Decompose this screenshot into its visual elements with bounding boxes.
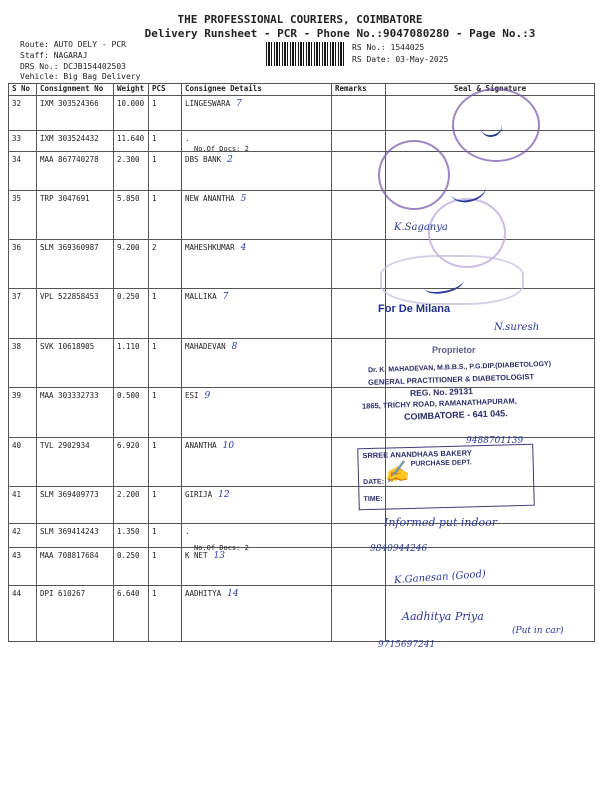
handwritten-serial-mark: 5: [240, 194, 247, 204]
cell-weight-text: 6.640: [117, 589, 140, 598]
cell-consignment: [37, 524, 114, 548]
round-seal-stamp: [378, 140, 450, 210]
cell-consignment: [37, 339, 114, 388]
cell-sno-text: 32: [12, 99, 22, 108]
col-pcs: PCS: [149, 84, 182, 96]
cell-weight: [114, 96, 149, 131]
table-row: [9, 191, 595, 240]
doctor-stamp-line: COIMBATORE - 641 045.: [403, 408, 508, 422]
cell-weight: [114, 586, 149, 642]
cell-weight: [114, 152, 149, 191]
cell-consignment-text: SVK 10618905: [40, 342, 95, 351]
cell-pcs: [149, 131, 182, 152]
cell-remarks: [332, 131, 386, 152]
cell-sno: [9, 487, 37, 524]
cell-remarks: [332, 96, 386, 131]
handwritten-phone-39: 9488701139: [466, 436, 524, 446]
drs-label: DRS No.: DCJB154402503: [20, 62, 126, 71]
handwritten-serial-mark: 7: [236, 99, 242, 109]
handwritten-serial-mark: 8: [231, 342, 238, 352]
cell-consignee-text: .: [185, 527, 190, 536]
cell-consignment-text: DPI 610267: [40, 589, 86, 598]
cell-consignment-text: SLM 369360987: [40, 243, 99, 252]
col-consignee: Consignee Details: [182, 84, 332, 96]
cell-pcs-text: 1: [152, 134, 157, 143]
cell-consignee-text: MAHESHKUMAR: [185, 243, 235, 252]
cell-sno: [9, 339, 37, 388]
cell-pcs: [149, 289, 182, 339]
cell-consignment-text: SLM 369414243: [40, 527, 99, 536]
cell-consignee: [182, 240, 332, 289]
cell-weight: [114, 191, 149, 240]
handwritten-serial-mark: 4: [240, 243, 247, 253]
cell-consignee-text: GIRIJA: [185, 490, 213, 499]
cell-weight: [114, 438, 149, 487]
cell-pcs-text: 1: [152, 292, 157, 301]
rs-date: RS Date: 03-May-2025: [352, 55, 449, 64]
cell-sno: [9, 96, 37, 131]
cell-consignee-text: ANANTHA: [185, 441, 217, 450]
cell-pcs: [149, 152, 182, 191]
cell-consignment-text: IXM 303524432: [40, 134, 99, 143]
cell-remarks: [332, 388, 386, 438]
rs-number: RS No.: 1544025: [352, 43, 425, 52]
handwritten-signature-35: K.Saganya: [394, 222, 448, 233]
cell-pcs-text: 1: [152, 342, 157, 351]
cell-consignee-text: DBS BANK: [185, 155, 222, 164]
cell-pcs-text: 1: [152, 99, 157, 108]
cell-consignee-text: AADHITYA: [185, 589, 222, 598]
staff-label: Staff: NAGARAJ: [20, 51, 88, 60]
handwritten-serial-mark: 12: [218, 490, 230, 500]
cell-consignee: [182, 152, 332, 191]
cell-consignee: [182, 339, 332, 388]
handwritten-phone-44: 9715697241: [378, 640, 436, 650]
handwritten-serial-mark: 7: [222, 292, 229, 302]
cell-consignment: [37, 586, 114, 642]
cell-consignment: [37, 96, 114, 131]
cell-pcs-text: 1: [152, 527, 157, 536]
doctor-stamp-line: REG. No. 29131: [409, 385, 473, 399]
cell-consignment-text: MAA 867740278: [40, 155, 99, 164]
cell-pcs-text: 1: [152, 490, 157, 499]
cell-sno: [9, 388, 37, 438]
cell-pcs: [149, 240, 182, 289]
cell-consignee: [182, 487, 332, 524]
handwritten-signature-44: Aadhitya Priya: [402, 610, 484, 623]
cell-sno-text: 33: [12, 134, 22, 143]
cell-weight: [114, 339, 149, 388]
cell-pcs: [149, 388, 182, 438]
bakery-stamp-time: TIME:: [363, 495, 383, 504]
cell-pcs: [149, 487, 182, 524]
cell-pcs-text: 1: [152, 155, 157, 164]
cell-sno-text: 42: [12, 527, 22, 536]
cell-weight: [114, 240, 149, 289]
docs-count-42: No.Of Docs: 2: [194, 544, 249, 552]
cell-sno: [9, 131, 37, 152]
cell-consignment-text: VPL 522858453: [40, 292, 99, 301]
cell-weight: [114, 131, 149, 152]
cell-consignment-text: TRP 3047691: [40, 194, 90, 203]
cell-consignee: [182, 548, 332, 586]
cell-weight-text: 9.200: [117, 243, 140, 252]
cell-consignee-text: LINGESWARA: [185, 99, 231, 108]
cell-consignee-text: MAHADEVAN: [185, 342, 226, 351]
cell-consignment: [37, 191, 114, 240]
cell-consignee: [182, 388, 332, 438]
cell-weight: [114, 524, 149, 548]
cell-pcs: [149, 191, 182, 240]
doctor-stamp-line: Dr. K. MAHADEVAN, M.B.B.S., P.G.DIP.(DIABETOLOGY): [367, 360, 552, 375]
cell-sno: [9, 438, 37, 487]
cell-weight-text: 0.500: [117, 391, 140, 400]
cell-consignee: [182, 191, 332, 240]
handwritten-signature-40: ✍: [382, 458, 411, 486]
cell-consignment: [37, 388, 114, 438]
table-row: [9, 524, 595, 548]
cell-sno-text: 35: [12, 194, 22, 203]
cell-sno-text: 40: [12, 441, 22, 450]
cell-consignment: [37, 487, 114, 524]
cell-weight-text: 10.000: [117, 99, 145, 108]
cell-consignee: [182, 438, 332, 487]
table-row: [9, 586, 595, 642]
cell-weight: [114, 548, 149, 586]
cell-weight-text: 0.250: [117, 292, 140, 301]
cell-weight-text: 1.110: [117, 342, 140, 351]
cell-pcs-text: 1: [152, 589, 157, 598]
cell-pcs-text: 1: [152, 391, 157, 400]
cell-weight-text: 11.640: [117, 134, 145, 143]
cell-sno-text: 44: [12, 589, 22, 598]
cell-consignee: [182, 289, 332, 339]
milana-stamp: For De Milana: [378, 303, 451, 315]
col-weight: Weight: [114, 84, 149, 96]
cell-weight-text: 5.850: [117, 194, 140, 203]
col-sno: S No: [9, 84, 37, 96]
cell-consignment-text: TVL 2902934: [40, 441, 90, 450]
docs-count-33: No.Of Docs: 2: [194, 145, 249, 153]
cell-sno-text: 36: [12, 243, 22, 252]
cell-consignee-text: MALLIKA: [185, 292, 217, 301]
cell-consignment: [37, 152, 114, 191]
cell-remarks: [332, 586, 386, 642]
cell-remarks: [332, 240, 386, 289]
cell-consignee-text: NEW ANANTHA: [185, 194, 235, 203]
cell-weight-text: 0.250: [117, 551, 140, 560]
cell-pcs: [149, 586, 182, 642]
doctor-stamp-line: GENERAL PRACTITIONER & DIABETOLOGIST: [367, 372, 535, 387]
bakery-stamp-dept: PURCHASE DEPT.: [410, 459, 472, 468]
cell-consignment-text: IXM 303524366: [40, 99, 99, 108]
handwritten-note-44: (Put in car): [512, 626, 564, 636]
col-consignment: Consignment No: [37, 84, 114, 96]
company-title: THE PROFESSIONAL COURIERS, COIMBATORE: [177, 13, 423, 26]
cell-consignment: [37, 548, 114, 586]
cell-sno: [9, 289, 37, 339]
cell-pcs-text: 1: [152, 441, 157, 450]
handwritten-serial-mark: 2: [227, 155, 233, 165]
cell-sno: [9, 240, 37, 289]
cell-consignee-text: .: [185, 134, 190, 143]
cell-weight: [114, 388, 149, 438]
handwritten-signature-43: K.Ganesan (Good): [393, 568, 487, 587]
vehicle-label: Vehicle: Big Bag Delivery: [20, 72, 141, 81]
cell-consignee-text: ESI: [185, 391, 199, 400]
cell-sno: [9, 524, 37, 548]
cell-weight: [114, 289, 149, 339]
cell-consignment: [37, 131, 114, 152]
cell-weight-text: 2.200: [117, 490, 140, 499]
runsheet-subtitle: Delivery Runsheet - PCR - Phone No.:9047080280 - Page No.:3: [144, 27, 536, 40]
cell-remarks: [332, 191, 386, 240]
cell-consignment-text: MAA 708817684: [40, 551, 99, 560]
cell-consignment-text: SLM 369409773: [40, 490, 99, 499]
cell-weight-text: 2.300: [117, 155, 140, 164]
cell-sno: [9, 548, 37, 586]
cell-sno: [9, 586, 37, 642]
cell-consignment: [37, 240, 114, 289]
cell-weight-text: 6.920: [117, 441, 140, 450]
cell-consignee: [182, 96, 332, 131]
cell-sno-text: 43: [12, 551, 22, 560]
cell-sno: [9, 191, 37, 240]
cell-sno-text: 41: [12, 490, 22, 499]
table-row: [9, 548, 595, 586]
cell-pcs: [149, 96, 182, 131]
cell-sno-text: 38: [12, 342, 22, 351]
col-remarks: Remarks: [332, 84, 386, 96]
handwritten-signature-37: N.suresh: [494, 322, 540, 333]
cell-pcs: [149, 524, 182, 548]
handwritten-serial-mark: 9: [204, 391, 211, 401]
barcode-image: [266, 42, 346, 66]
cell-pcs: [149, 548, 182, 586]
cell-pcs-text: 1: [152, 551, 157, 560]
cell-pcs-text: 2: [152, 243, 157, 252]
handwritten-note-41: Informed put indoor: [384, 516, 498, 529]
proprietor-stamp: Proprietor: [432, 345, 476, 355]
doctor-stamp-line: 1865, TRICHY ROAD, RAMANATHAPURAM,: [361, 396, 517, 411]
cell-consignment-text: MAA 303332733: [40, 391, 99, 400]
cell-weight-text: 1.350: [117, 527, 140, 536]
handwritten-serial-mark: 13: [213, 551, 226, 561]
handwritten-serial-mark: 10: [222, 441, 235, 451]
handwritten-serial-mark: 14: [227, 589, 239, 599]
cell-weight: [114, 487, 149, 524]
cell-pcs-text: 1: [152, 194, 157, 203]
bakery-stamp-date: DATE:: [363, 478, 385, 487]
cell-sno-text: 39: [12, 391, 22, 400]
handwritten-phone-41: 9840944246: [370, 544, 428, 554]
route-label: Route: AUTO DELY - PCR: [20, 40, 126, 49]
cell-consignee: [182, 586, 332, 642]
bakery-stamp-title: SRREE ANANDHAAS BAKERY: [362, 448, 472, 461]
cell-consignee-text: K NET: [185, 551, 208, 560]
cell-sno-text: 37: [12, 292, 22, 301]
cell-consignment: [37, 438, 114, 487]
cell-sno: [9, 152, 37, 191]
cell-pcs: [149, 339, 182, 388]
col-seal-signature: Seal & Signature: [386, 84, 595, 96]
cell-pcs: [149, 438, 182, 487]
cell-sno-text: 34: [12, 155, 22, 164]
cell-consignment: [37, 289, 114, 339]
